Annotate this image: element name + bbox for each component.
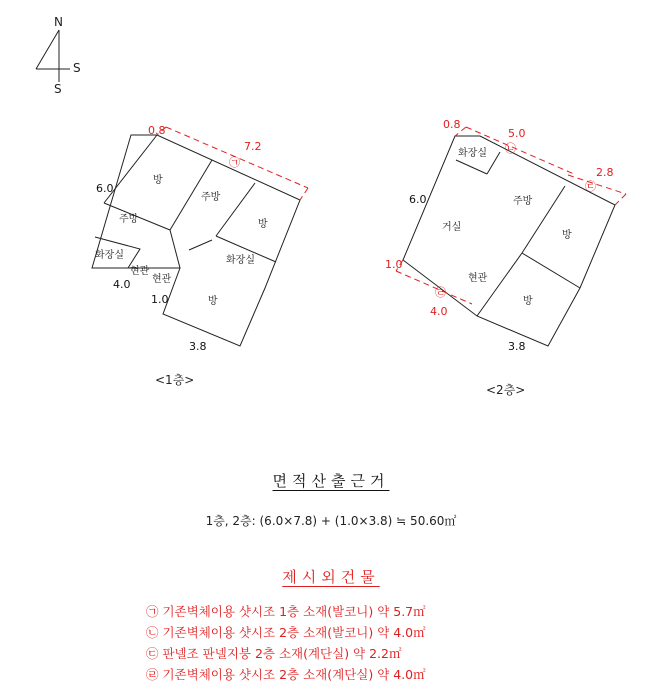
floor1-entry-b: 현관: [152, 274, 172, 285]
floor2-marker-right: ㉢: [585, 180, 596, 193]
floor1-bath-a: 화장실: [95, 250, 124, 261]
list-item: ㉡ 기존벽체이용 샷시조 2층 소재(발코니) 약 4.0㎡: [146, 625, 426, 640]
floor1-bath-b: 화장실: [226, 255, 255, 266]
floor1-entry-a: 현관: [130, 266, 150, 277]
list-item: ㉠ 기존벽체이용 샷시조 1층 소재(발코니) 약 5.7㎡: [146, 604, 426, 619]
floor2-entry: 현관: [468, 273, 488, 284]
floor1-kitchen-a: 주방: [201, 192, 221, 203]
compass-north: N: [54, 15, 63, 29]
excluded-buildings-title: 제시외건물: [282, 568, 380, 586]
floor2-marker-top: ㉡: [505, 142, 516, 155]
floor1-caption: <1층>: [155, 373, 195, 387]
area-basis-title: 면적산출근거: [272, 472, 390, 490]
floor2-bath: 화장실: [458, 148, 487, 159]
floor2-room-b: 방: [523, 296, 533, 307]
compass-south-bottom: S: [54, 82, 62, 96]
compass-south-right: S: [73, 61, 81, 75]
floor1-room-c: 방: [208, 296, 218, 307]
floor2-living: 거실: [442, 222, 462, 233]
floor1-dim-left: 6.0: [96, 182, 114, 195]
floor1-plan: [92, 135, 300, 346]
floor1-kitchen-b: 주방: [119, 214, 139, 225]
floor1-marker-a: ㉠: [229, 156, 240, 169]
floor2-red-top-length: 5.0: [508, 127, 526, 140]
area-formula: 1층, 2층: (6.0×7.8) + (1.0×3.8) ≒ 50.60㎡: [205, 514, 457, 528]
floor1-dim-bottom-left: 4.0: [113, 278, 131, 291]
compass-icon: [36, 30, 70, 82]
excluded-buildings-list: [146, 601, 426, 685]
list-item: ㉣ 기존벽체이용 샷시조 2층 소재(계단실) 약 4.0㎡: [146, 667, 426, 682]
floor2-red-left-length: 4.0: [430, 305, 448, 318]
floor2-dim-left: 6.0: [409, 193, 427, 206]
floor2-marker-left: ㉣: [435, 286, 446, 299]
list-item: ㉢ 판넬조 판넬지붕 2층 소재(계단실) 약 2.2㎡: [146, 646, 402, 661]
floor2-room-a: 방: [562, 230, 572, 241]
floor1-room-a: 방: [153, 175, 163, 186]
floor2-red-right-length: 2.8: [596, 166, 614, 179]
floor2-dim-bottom: 3.8: [508, 340, 526, 353]
floor1-red-length: 7.2: [244, 140, 262, 153]
floor2-red-offset-top: 0.8: [443, 118, 461, 131]
floor1-dim-bottom: 3.8: [189, 340, 207, 353]
floor2-caption: <2층>: [486, 383, 526, 397]
floor2-kitchen: 주방: [513, 196, 533, 207]
floor2-red-offset-left: 1.0: [385, 258, 403, 271]
floor1-dim-mid: 1.0: [151, 293, 169, 306]
floor1-red-offset: 0.8: [148, 124, 166, 137]
floor1-room-b: 방: [258, 219, 268, 230]
